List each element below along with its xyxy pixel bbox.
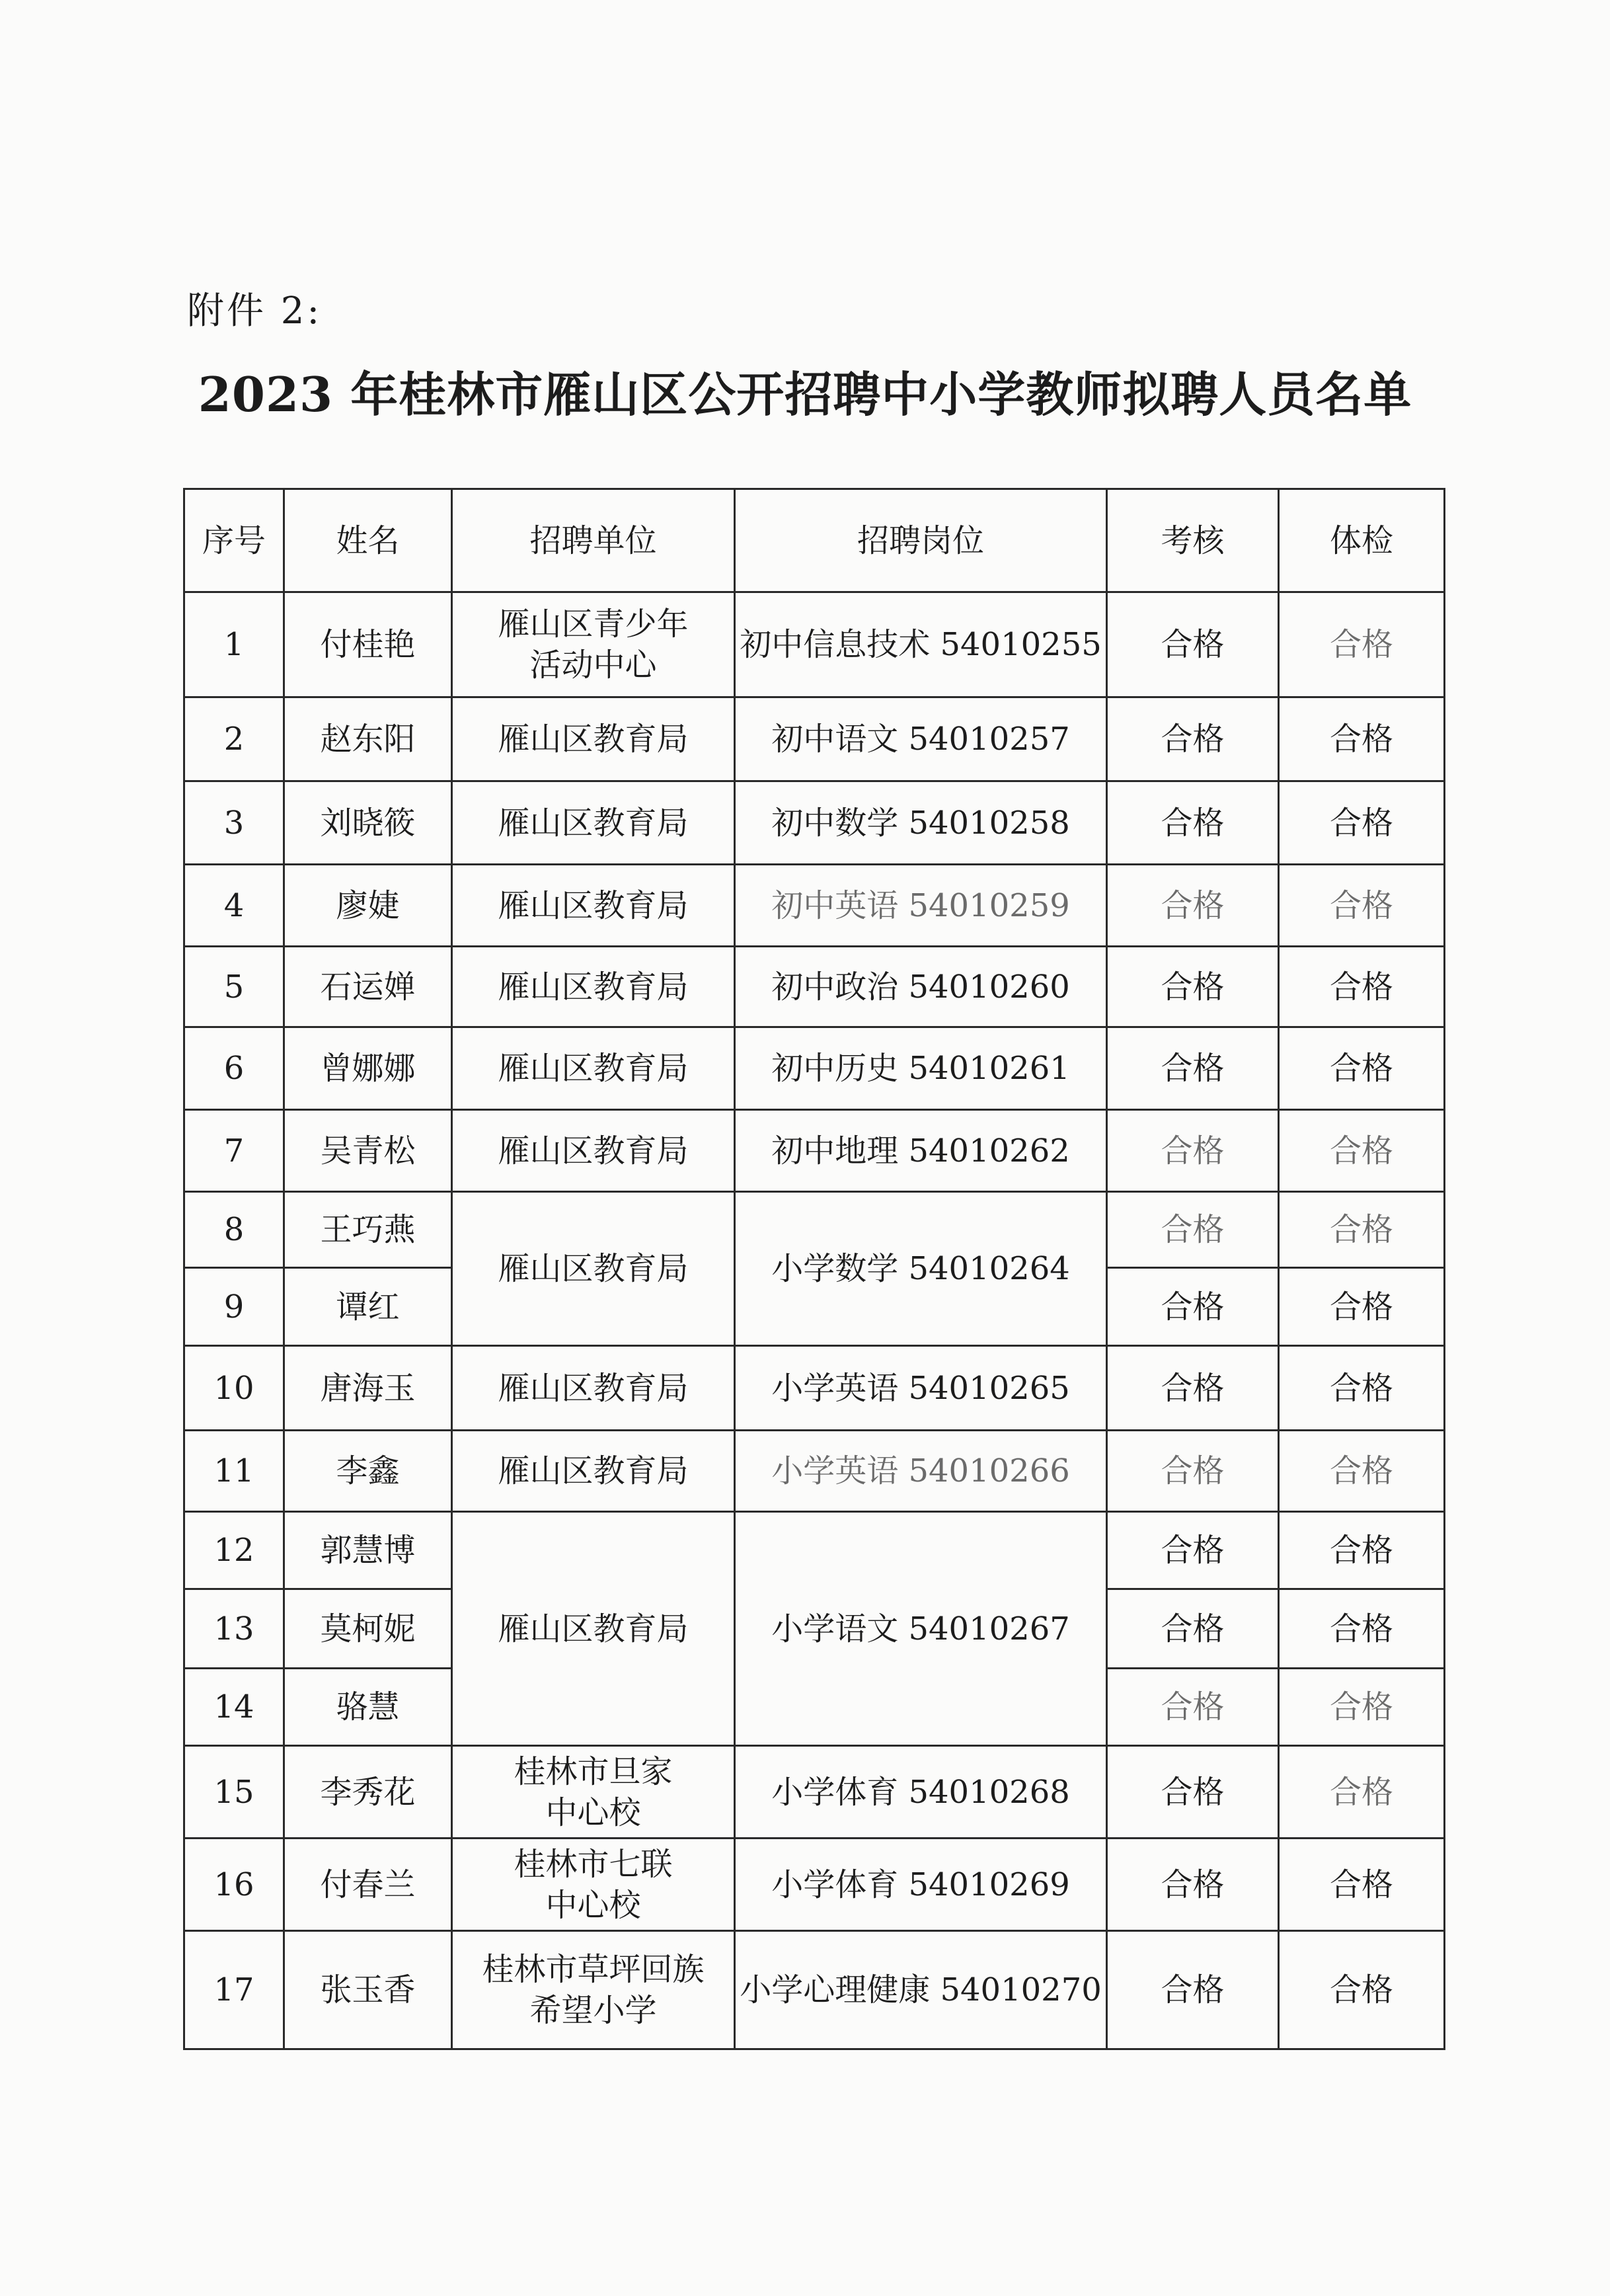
cell-assessment: 合格: [1107, 781, 1279, 865]
cell-name: 莫柯妮: [284, 1589, 452, 1669]
cell-post: 初中地理 54010262: [735, 1110, 1107, 1192]
cell-name: 石运婵: [284, 947, 452, 1027]
cell-physical: 合格: [1279, 781, 1445, 865]
cell-unit: 雁山区教育局: [452, 1431, 735, 1512]
table-row: [184, 947, 1445, 1027]
cell-physical: 合格: [1279, 1839, 1445, 1931]
cell-post: 小学英语 54010266: [735, 1431, 1107, 1512]
cell-no: 1: [184, 592, 284, 697]
cell-name: 李鑫: [284, 1431, 452, 1512]
cell-post: 小学体育 54010269: [735, 1839, 1107, 1931]
header-name: 姓名: [284, 489, 452, 592]
cell-no: 17: [184, 1931, 284, 2049]
cell-name: 刘晓筱: [284, 781, 452, 865]
cell-assessment: 合格: [1107, 1027, 1279, 1110]
roster-table: [183, 488, 1445, 2050]
table-row: [184, 592, 1445, 697]
cell-assessment: 合格: [1107, 592, 1279, 697]
cell-post: 初中数学 54010258: [735, 781, 1107, 865]
header-unit: 招聘单位: [452, 489, 735, 592]
cell-assessment: 合格: [1107, 1669, 1279, 1746]
cell-unit: 雁山区教育局: [452, 1027, 735, 1110]
cell-no: 10: [184, 1346, 284, 1431]
cell-no: 13: [184, 1589, 284, 1669]
table-row: [184, 1027, 1445, 1110]
cell-physical: 合格: [1279, 592, 1445, 697]
table-row: [184, 1192, 1445, 1268]
cell-unit: [452, 1931, 735, 2049]
cell-assessment: 合格: [1107, 1431, 1279, 1512]
cell-name: 王巧燕: [284, 1192, 452, 1268]
cell-physical: 合格: [1279, 1669, 1445, 1746]
cell-post: 初中信息技术 54010255: [735, 592, 1107, 697]
cell-unit: 雁山区教育局: [452, 1346, 735, 1431]
cell-no: 7: [184, 1110, 284, 1192]
cell-name: 吴青松: [284, 1110, 452, 1192]
cell-assessment: 合格: [1107, 697, 1279, 781]
cell-unit: 雁山区教育局: [452, 865, 735, 947]
cell-assessment: 合格: [1107, 1192, 1279, 1268]
cell-no: 6: [184, 1027, 284, 1110]
cell-physical: 合格: [1279, 1110, 1445, 1192]
table-row: [184, 1746, 1445, 1839]
cell-no: 8: [184, 1192, 284, 1268]
cell-physical: 合格: [1279, 1027, 1445, 1110]
cell-assessment: 合格: [1107, 1931, 1279, 2049]
cell-post: 初中语文 54010257: [735, 697, 1107, 781]
cell-name: 唐海玉: [284, 1346, 452, 1431]
header-post: 招聘岗位: [735, 489, 1107, 592]
cell-no: 4: [184, 865, 284, 947]
table-row: [184, 781, 1445, 865]
table-row: [184, 1431, 1445, 1512]
cell-no: 14: [184, 1669, 284, 1746]
unit-line: 中心校: [545, 1886, 641, 1924]
cell-post: 小学数学 54010264: [735, 1192, 1107, 1346]
cell-physical: 合格: [1279, 1268, 1445, 1346]
cell-assessment: 合格: [1107, 1110, 1279, 1192]
cell-no: 9: [184, 1268, 284, 1346]
header-assessment: 考核: [1107, 489, 1279, 592]
table-row: [184, 697, 1445, 781]
cell-post: 小学英语 54010265: [735, 1346, 1107, 1431]
cell-physical: 合格: [1279, 1589, 1445, 1669]
table-row: [184, 1839, 1445, 1931]
table-row: [184, 1931, 1445, 2049]
cell-assessment: 合格: [1107, 947, 1279, 1027]
cell-assessment: 合格: [1107, 1346, 1279, 1431]
cell-name: 廖婕: [284, 865, 452, 947]
cell-physical: 合格: [1279, 1346, 1445, 1431]
cell-assessment: 合格: [1107, 1839, 1279, 1931]
cell-unit: [452, 1746, 735, 1839]
cell-assessment: 合格: [1107, 1268, 1279, 1346]
cell-name: 曾娜娜: [284, 1027, 452, 1110]
table-row: [184, 865, 1445, 947]
cell-assessment: 合格: [1107, 1512, 1279, 1589]
header-no: 序号: [184, 489, 284, 592]
cell-physical: 合格: [1279, 1192, 1445, 1268]
cell-post: 小学心理健康 54010270: [735, 1931, 1107, 2049]
table-row: [184, 1346, 1445, 1431]
unit-line: 桂林市旦家: [514, 1753, 673, 1790]
cell-no: 2: [184, 697, 284, 781]
cell-physical: 合格: [1279, 865, 1445, 947]
table-row: [184, 1110, 1445, 1192]
document-title: 2023 年桂林市雁山区公开招聘中小学教师拟聘人员名单: [198, 366, 1412, 422]
cell-physical: 合格: [1279, 947, 1445, 1027]
cell-unit: 雁山区教育局: [452, 697, 735, 781]
cell-name: 谭红: [284, 1268, 452, 1346]
cell-post: 初中英语 54010259: [735, 865, 1107, 947]
cell-unit: 雁山区教育局: [452, 1110, 735, 1192]
unit-line: 活动中心: [529, 647, 657, 684]
cell-name: 李秀花: [284, 1746, 452, 1839]
table-row: [184, 1512, 1445, 1589]
cell-name: 赵东阳: [284, 697, 452, 781]
cell-physical: 合格: [1279, 1931, 1445, 2049]
cell-physical: 合格: [1279, 1746, 1445, 1839]
unit-line: 雁山区青少年: [498, 606, 689, 643]
cell-post: 初中历史 54010261: [735, 1027, 1107, 1110]
cell-no: 11: [184, 1431, 284, 1512]
cell-unit: [452, 592, 735, 697]
cell-name: 张玉香: [284, 1931, 452, 2049]
unit-line: 桂林市草坪回族: [482, 1951, 705, 1988]
cell-unit: 雁山区教育局: [452, 1512, 735, 1746]
cell-no: 3: [184, 781, 284, 865]
cell-post: 初中政治 54010260: [735, 947, 1107, 1027]
cell-post: 小学体育 54010268: [735, 1746, 1107, 1839]
cell-physical: 合格: [1279, 697, 1445, 781]
cell-unit: 雁山区教育局: [452, 1192, 735, 1346]
header-physical: 体检: [1279, 489, 1445, 592]
unit-line: 桂林市七联: [514, 1845, 673, 1883]
cell-assessment: 合格: [1107, 1746, 1279, 1839]
cell-no: 12: [184, 1512, 284, 1589]
cell-unit: [452, 1839, 735, 1931]
cell-name: 付桂艳: [284, 592, 452, 697]
table-header-row: [184, 489, 1445, 592]
cell-physical: 合格: [1279, 1512, 1445, 1589]
cell-assessment: 合格: [1107, 1589, 1279, 1669]
cell-name: 郭慧博: [284, 1512, 452, 1589]
cell-no: 5: [184, 947, 284, 1027]
attachment-label: 附件 2:: [187, 290, 323, 333]
cell-physical: 合格: [1279, 1431, 1445, 1512]
unit-line: 中心校: [545, 1794, 641, 1831]
unit-line: 希望小学: [529, 1992, 657, 2029]
cell-no: 16: [184, 1839, 284, 1931]
cell-post: 小学语文 54010267: [735, 1512, 1107, 1746]
cell-name: 骆慧: [284, 1669, 452, 1746]
cell-assessment: 合格: [1107, 865, 1279, 947]
cell-name: 付春兰: [284, 1839, 452, 1931]
cell-no: 15: [184, 1746, 284, 1839]
cell-unit: 雁山区教育局: [452, 781, 735, 865]
cell-unit: 雁山区教育局: [452, 947, 735, 1027]
